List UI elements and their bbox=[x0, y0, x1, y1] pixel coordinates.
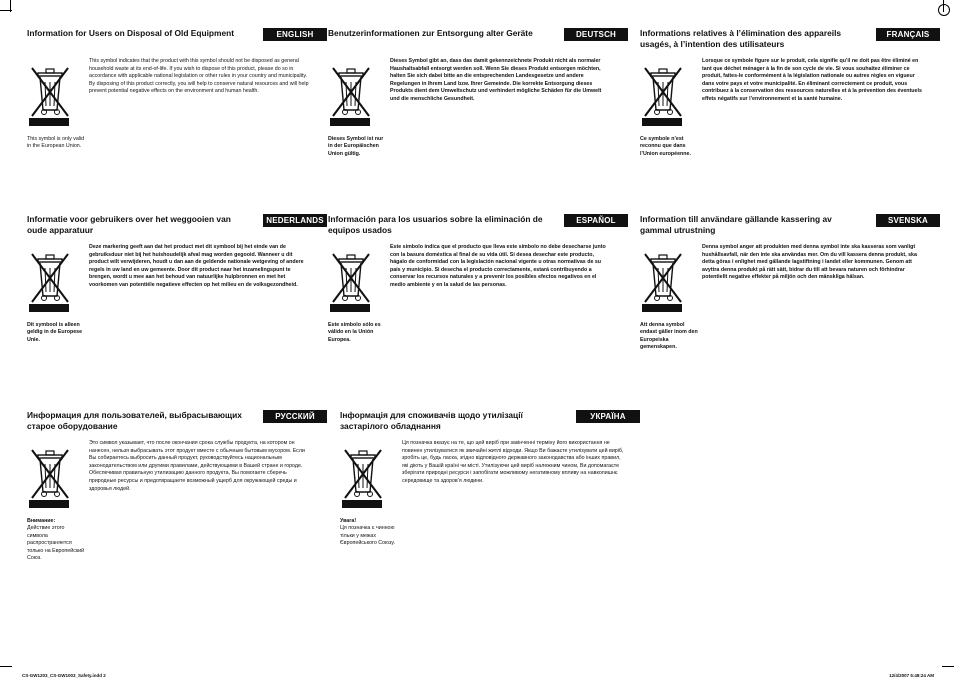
symbol-note bbox=[328, 322, 386, 344]
section-nederlands bbox=[27, 214, 327, 394]
language-badge: ESPAÑOL bbox=[564, 214, 628, 227]
section-title: Information till användare gällande kassering av gammal utrustning bbox=[640, 214, 832, 235]
language-badge: SVENSKA bbox=[876, 214, 940, 227]
section-title: Información para los usuarios sobre la eliminación de equipos usados bbox=[328, 214, 543, 235]
language-badge: NEDERLANDS bbox=[263, 214, 327, 227]
section-title: Informatie voor gebruikers over het weggooien van oude apparatuur bbox=[27, 214, 231, 235]
crossed-bin-icon bbox=[340, 446, 386, 502]
black-bar bbox=[29, 118, 69, 126]
black-bar bbox=[330, 118, 370, 126]
symbol-note bbox=[27, 518, 85, 562]
note-text: Действие этого символа распространяется только на Европейский Союз. bbox=[27, 525, 85, 562]
crossed-bin-icon bbox=[328, 64, 374, 120]
crossed-bin-icon bbox=[27, 250, 73, 306]
note-text: Dieses Symbol ist nur in der Europäischen Union gültig. bbox=[328, 136, 384, 157]
note-label: Внимание: bbox=[27, 518, 56, 524]
crossed-bin-icon bbox=[640, 250, 686, 306]
section-espanol bbox=[328, 214, 628, 394]
section-deutsch bbox=[328, 28, 628, 208]
note-text: Ця позначка є чинною тільки у межах Європейського Союзу. bbox=[340, 525, 395, 547]
section-title: Information for Users on Disposal of Old Equipment bbox=[27, 28, 235, 38]
section-english bbox=[27, 28, 327, 208]
language-badge: ENGLISH bbox=[263, 28, 327, 41]
symbol-note bbox=[27, 322, 85, 344]
crossed-bin-icon bbox=[640, 64, 686, 120]
section-title: Benutzerinformationen zur Entsorgung alter Geräte bbox=[328, 28, 533, 38]
language-badge: FRANÇAIS bbox=[876, 28, 940, 41]
crop-mark-top-right bbox=[943, 0, 944, 12]
section-francais bbox=[640, 28, 940, 208]
note-text: Ce symbole n’est reconnu que dans l’Union européenne. bbox=[640, 136, 691, 157]
black-bar bbox=[29, 500, 69, 508]
section-svenska bbox=[640, 214, 940, 394]
section-body: This symbol indicates that the product with this symbol should not be disposed as general household waste at its end-of-life. If you wish to dispose of this product, please do so in accordance with applicable national legislation or other rules in your country and municipality. By disposing of this product correctly, you will help to conserve natural resources and will help prevent potential negative effects on the environment and human health. bbox=[89, 58, 309, 95]
language-badge: DEUTSCH bbox=[564, 28, 628, 41]
black-bar bbox=[642, 304, 682, 312]
symbol-note bbox=[340, 518, 398, 548]
crossed-bin-icon bbox=[27, 446, 73, 502]
section-title: Інформація для споживачів щодо утилізації застарілого обладнання bbox=[340, 410, 523, 431]
language-badge: УКРАЇНА bbox=[576, 410, 640, 423]
registration-mark-top-right bbox=[938, 4, 950, 16]
crop-mark-top-left-h bbox=[0, 10, 12, 11]
section-russian bbox=[27, 410, 327, 590]
section-body: Dieses Symbol gibt an, dass das damit gekennzeichnete Produkt nicht als normaler Haushaltsabfall entsorgt werden soll. Wenn Sie dieses Produkt entsorgen möchten, halten Sie sich dabei bitte an die entsprechenden Landesgesetze und andere Regelungen in Ihrem Land bzw. Ihrer Gemeinde. Die korrekte Entsorgung dieses Produkts dient dem Umweltschutz und verhindert mögliche Schäden für die Umwelt und die menschliche Gesundheit. bbox=[390, 58, 602, 102]
language-badge: РУССКИЙ bbox=[263, 410, 327, 423]
footer-right: 12/4/2007 5:48:24 AM bbox=[889, 673, 934, 678]
note-text: Dit symbool is alleen geldig in de Europese Unie. bbox=[27, 322, 83, 343]
section-ukrainian bbox=[340, 410, 640, 590]
footer-left: CS-GW1203_CS-GW1003_Safety.indd 2 bbox=[22, 673, 106, 678]
black-bar bbox=[342, 500, 382, 508]
note-text: Att denna symbol endast gäller inom den Europeiska gemenskapen. bbox=[640, 322, 698, 351]
note-text: This symbol is only valid in the European Union. bbox=[27, 136, 85, 150]
section-body: Ця позначка вказує на те, що цей виріб при закінченні терміну його використання не повинен утилізуватися як звичайні житлі відходи. Якщо Ви бажаєте утилізувати цей виріб, зробіть це, будь ласка, згідно відповідного державного законодавства або інших правил, які діють у Вашій країні чи місті. Утилізуючи цей виріб належним чином, Ви допомагаєте зберігати природні ресурси і запобігати можливому негативному впливу на навколишнє середовище та здоров’я людини. bbox=[402, 440, 624, 484]
section-body: Deze markering geeft aan dat het product met dit symbool bij het einde van de gebruiksduur niet bij het huishoudelijk afval mag worden gegooid. Wanneer u dit product wilt verwijderen, houdt u dan aan de geldende nationale wetgeving of andere regels in uw land en uw gemeente. Door dit product naar het inzamelingspunt te brengen, wordt u mee aan het behoud van natuurlijke hulpbronnen en met het voorkomen van potentiële negatieve effecten op het milieu en de volksgezondheid. bbox=[89, 244, 304, 288]
section-body: Este símbolo indica que el producto que lleva este símbolo no debe desecharse junto con la basura doméstica al final de su vida útil. Si desea desechar este producto, hágalo de conformidad con la legislación nacional vigente u otras normativas de su país y municipio. Si desecha el producto correctamente, estará contribuyendo a conservar los recursos naturales y a prevenir los posibles efectos negativos en el medio ambiente y en la salud de las personas. bbox=[390, 244, 606, 288]
crop-mark-bottom-left bbox=[0, 666, 12, 667]
crossed-bin-icon bbox=[328, 250, 374, 306]
section-body: Denna symbol anger att produkten med denna symbol inte ska kasseras som vanligt hushållsavfall, när den inte ska användas mer. Om du vill kassera denna produkt, ska detta göras i enlighet med gällande lagstiftning i landet eller kommunen. Genom att avyttra denna produkt på rätt sätt, bidrar du till att bevara naturen och förhindrar potentiellt negative effekter på miljön och den mänskliga hälsan. bbox=[702, 244, 917, 281]
crop-mark-bottom-right bbox=[942, 666, 954, 667]
section-title: Informations relatives à l’élimination des appareils usagés, à l’intention des utilisateurs bbox=[640, 28, 842, 49]
symbol-note bbox=[27, 136, 85, 151]
note-label: Увага! bbox=[340, 518, 357, 524]
black-bar bbox=[642, 118, 682, 126]
symbol-note bbox=[640, 322, 698, 352]
section-body: Lorsque ce symbole figure sur le produit, cela signifie qu’il ne doit pas être éliminé en tant que déchet ménager à la fin de son cycle de vie. Si vous souhaitez éliminer ce produit, faites-le conformément à la législation nationale ou autres règles en vigueur dans votre pays et votre municipalité. En éliminant correctement ce produit, vous contribuez à la conservation des ressources naturelles et à la prévention des éventuels effets négatifs sur l’environnement et la santé humaine. bbox=[702, 58, 922, 102]
symbol-note bbox=[328, 136, 386, 158]
note-text: Este símbolo sólo es válido en la Unión Europea. bbox=[328, 322, 381, 343]
crossed-bin-icon bbox=[27, 64, 73, 120]
black-bar bbox=[29, 304, 69, 312]
symbol-note bbox=[640, 136, 698, 158]
black-bar bbox=[330, 304, 370, 312]
section-title: Информация для пользователей, выбрасывающих старое оборудование bbox=[27, 410, 242, 431]
section-body: Это символ указывает, что после окончания срока службы продукта, на котором он нанесен, нельзя выбрасывать этот продукт вместе с обычным бытовым мусором. Если Вы собираетесь выбросить данный продукт, руководствуйтесь национальным законодательством или другими правилами, действующими в Вашей стране и городе. Обеспечивая правильную утилизацию данного продукта, Вы помогаете сберечь природные ресурсы и предотвращаете возможный ущерб для окружающей среды и здоровья людей. bbox=[89, 440, 305, 492]
